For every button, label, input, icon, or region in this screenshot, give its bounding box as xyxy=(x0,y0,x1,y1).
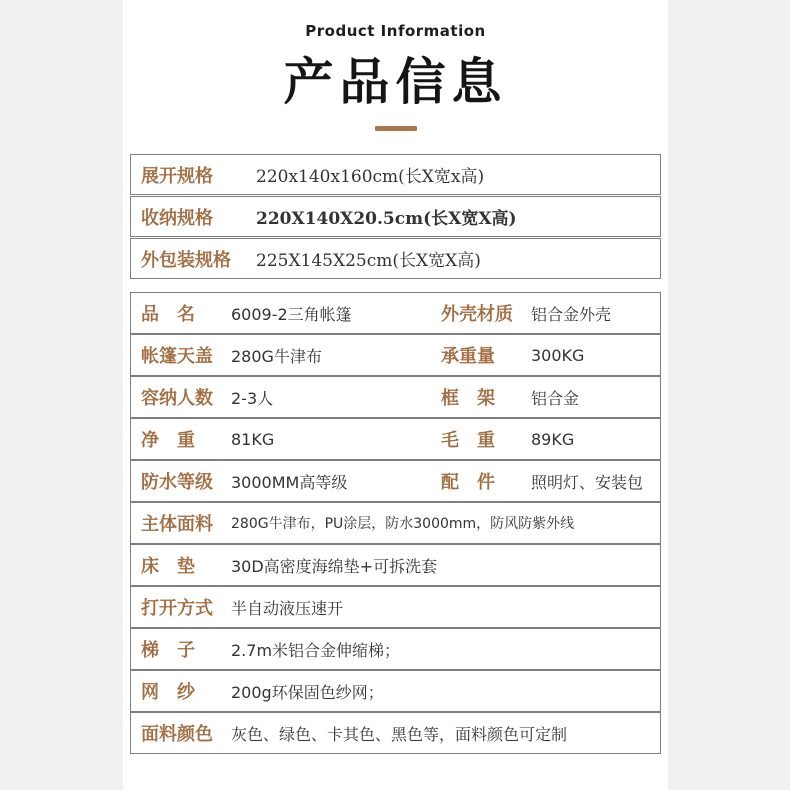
spec-row-unfolded xyxy=(130,154,661,195)
detail-row xyxy=(130,712,661,754)
detail-label: 打开方式 xyxy=(141,598,213,619)
detail-row xyxy=(130,670,661,712)
detail-label: 梯 子 xyxy=(141,640,195,661)
detail-row xyxy=(130,376,661,418)
detail-value: 2-3人 xyxy=(231,388,274,408)
detail-value: 铝合金 xyxy=(531,388,580,408)
spec-row-package xyxy=(130,238,661,279)
page-title: 产品信息 xyxy=(283,53,508,111)
detail-row xyxy=(130,544,661,586)
detail-value: 280G牛津布 xyxy=(231,346,322,366)
detail-value: 200g环保固色纱网； xyxy=(231,682,384,702)
spec-label: 外包装规格 xyxy=(141,249,231,271)
detail-label: 承重量 xyxy=(441,346,495,367)
detail-value: 30D高密度海绵垫+可拆洗套 xyxy=(231,556,438,576)
spec-label: 展开规格 xyxy=(141,165,213,187)
detail-label: 容纳人数 xyxy=(141,388,213,409)
detail-value: 89KG xyxy=(531,429,575,449)
detail-row xyxy=(130,334,661,376)
detail-value: 2.7m米铝合金伸缩梯； xyxy=(231,640,401,660)
product-info-card xyxy=(123,0,668,790)
detail-label: 主体面料 xyxy=(141,514,213,535)
detail-value: 81KG xyxy=(231,429,275,449)
detail-value: 铝合金外壳 xyxy=(531,304,612,324)
spec-value: 220x140x160cm(长X宽x高) xyxy=(256,167,485,187)
spec-row-folded xyxy=(130,196,661,237)
spec-value: 225X145X25cm(长X宽X高) xyxy=(256,251,481,271)
detail-row xyxy=(130,586,661,628)
spec-value: 220X140X20.5cm(长X宽X高) xyxy=(256,209,517,229)
detail-value: 6009-2三角帐篷 xyxy=(231,304,352,324)
detail-label: 框 架 xyxy=(441,388,495,409)
detail-row xyxy=(130,502,661,544)
detail-label: 净 重 xyxy=(141,430,195,451)
detail-value: 300KG xyxy=(531,345,585,365)
detail-row xyxy=(130,628,661,670)
detail-label: 外壳材质 xyxy=(441,304,513,325)
detail-row xyxy=(130,292,661,334)
spec-label: 收纳规格 xyxy=(141,207,213,229)
detail-label: 帐篷天盖 xyxy=(141,346,213,367)
detail-label: 配 件 xyxy=(441,472,495,493)
detail-label: 网 纱 xyxy=(141,682,195,703)
detail-value: 半自动液压速开 xyxy=(231,598,344,618)
detail-value: 280G牛津布，PU涂层，防水3000mm，防风防紫外线 xyxy=(231,516,575,532)
detail-row xyxy=(130,460,661,502)
detail-label: 防水等级 xyxy=(141,472,213,493)
detail-label: 品 名 xyxy=(141,304,195,325)
detail-label: 床 垫 xyxy=(141,556,195,577)
title-underline xyxy=(375,126,417,131)
detail-label: 面料颜色 xyxy=(141,724,213,745)
detail-value: 3000MM高等级 xyxy=(231,472,348,492)
detail-row xyxy=(130,418,661,460)
detail-label: 毛 重 xyxy=(441,430,495,451)
english-title: Product Information xyxy=(305,22,486,40)
detail-value: 照明灯、安装包 xyxy=(531,472,644,492)
detail-value: 灰色、绿色、卡其色、黑色等，面料颜色可定制 xyxy=(231,724,568,744)
